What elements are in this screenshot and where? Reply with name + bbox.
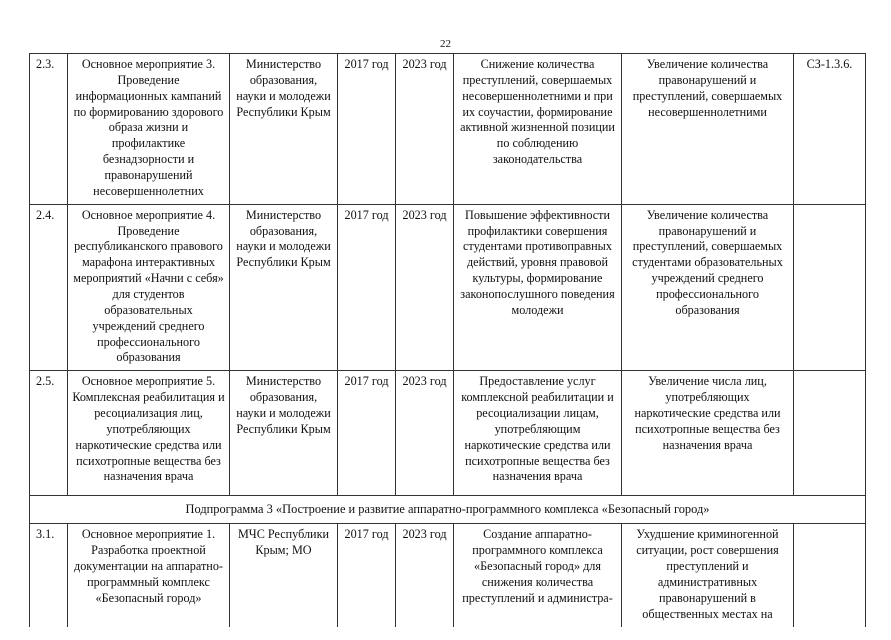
subprogram-header: Подпрограмма 3 «Построение и развитие аппаратно-программного комплекса «Безопасный город»: [30, 496, 866, 524]
indicator-link-cell: [794, 371, 866, 496]
start-year-cell: 2017 год: [338, 204, 396, 371]
row-number: 2.3.: [30, 54, 68, 205]
table-row: [30, 54, 866, 205]
indicator-link-cell: [794, 204, 866, 371]
end-year-cell: 2023 год: [396, 54, 454, 205]
row-number: 2.5.: [30, 371, 68, 496]
table-row: [30, 204, 866, 371]
event-cell: Основное мероприятие 4. Проведение республиканского правового марафона интерактивных мероприятий «Начни с себя» для студентов образовательных учреждений среднего профессионального образования: [68, 204, 230, 371]
executor-cell: Министерство образования, науки и молодежи Республики Крым: [230, 371, 338, 496]
indicator-link-cell: СЗ-1.3.6.: [794, 54, 866, 205]
end-year-cell: 2023 год: [396, 524, 454, 627]
start-year-cell: 2017 год: [338, 54, 396, 205]
start-year-cell: 2017 год: [338, 371, 396, 496]
expected-result-cell: Создание аппаратно-программного комплекса «Безопасный город» для снижения количества преступлений и администра-: [454, 524, 622, 627]
indicator-link-cell: [794, 524, 866, 627]
subprogram-header-row: [30, 496, 866, 524]
expected-result-cell: Снижение количества преступлений, совершаемых несовершеннолетними и при их соучастии, формирование активной жизненной позиции по соблюдению законодательства: [454, 54, 622, 205]
row-number: 3.1.: [30, 524, 68, 627]
table-row: [30, 371, 866, 496]
consequence-cell: Ухудшение криминогенной ситуации, рост совершения преступлений и административных правонарушений в общественных местах на: [622, 524, 794, 627]
page-number: 22: [440, 38, 451, 50]
event-cell: Основное мероприятие 5. Комплексная реабилитация и ресоциализация лиц, употребляющих наркотические средства или психотропные вещества без назначения врача: [68, 371, 230, 496]
expected-result-cell: Повышение эффективности профилактики совершения студентами противоправных действий, уровня правовой культуры, формирование законопослушного поведения молодежи: [454, 204, 622, 371]
executor-cell: Министерство образования, науки и молодежи Республики Крым: [230, 54, 338, 205]
consequence-cell: Увеличение количества правонарушений и преступлений, совершаемых несовершеннолетними: [622, 54, 794, 205]
consequence-cell: Увеличение числа лиц, употребляющих наркотические средства или психотропные вещества без назначения врача: [622, 371, 794, 496]
executor-cell: Министерство образования, науки и молодежи Республики Крым: [230, 204, 338, 371]
event-cell: Основное мероприятие 3. Проведение информационных кампаний по формированию здорового образа жизни и профилактике безнадзорности и правонарушений несовершеннолетних: [68, 54, 230, 205]
program-events-table: [29, 53, 866, 627]
expected-result-cell: Предоставление услуг комплексной реабилитации и ресоциализации лицам, употребляющим наркотические средства или психотропные вещества без назначения врача: [454, 371, 622, 496]
table-row: [30, 524, 866, 627]
end-year-cell: 2023 год: [396, 371, 454, 496]
executor-cell: МЧС Республики Крым; МО: [230, 524, 338, 627]
end-year-cell: 2023 год: [396, 204, 454, 371]
event-cell: Основное мероприятие 1. Разработка проектной документации на аппаратно-программный комплекс «Безопасный город»: [68, 524, 230, 627]
row-number: 2.4.: [30, 204, 68, 371]
start-year-cell: 2017 год: [338, 524, 396, 627]
consequence-cell: Увеличение количества правонарушений и преступлений, совершаемых студентами образовательных учреждений среднего профессионального образования: [622, 204, 794, 371]
